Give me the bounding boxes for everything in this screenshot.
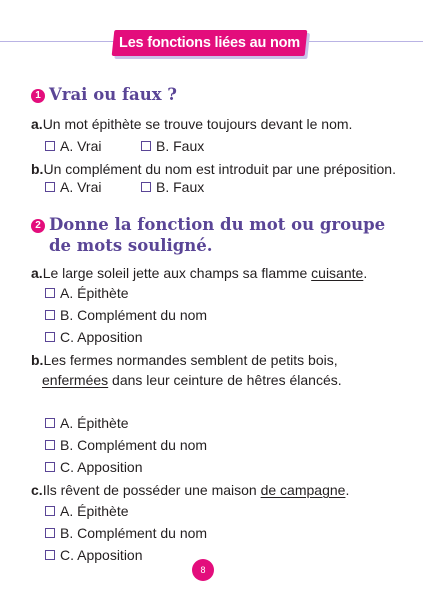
question-1a: a.Un mot épithète se trouve toujours devant le nom.	[31, 116, 353, 132]
option-1b-faux[interactable]: B. Faux	[141, 178, 204, 196]
checkbox-icon[interactable]	[45, 141, 55, 151]
option-1b-vrai[interactable]: A. Vrai	[45, 178, 102, 196]
option-1a-faux[interactable]: B. Faux	[141, 137, 204, 155]
exercise-2-title-line1: Donne la fonction du mot ou groupe	[49, 215, 386, 234]
question-2c: c.Ils rêvent de posséder une maison de campagne.	[31, 482, 350, 498]
exercise-1-number: 1	[31, 89, 45, 103]
page-number: 8	[192, 559, 214, 581]
question-2a: a.Le large soleil jette aux champs sa flamme cuisante.	[31, 265, 368, 281]
checkbox-icon[interactable]	[45, 288, 55, 298]
checkbox-icon[interactable]	[141, 182, 151, 192]
page-title: Les fonctions liées au nom	[119, 35, 300, 51]
option-2a-apposition[interactable]: C. Apposition	[45, 328, 143, 346]
checkbox-icon[interactable]	[45, 528, 55, 538]
checkbox-icon[interactable]	[45, 462, 55, 472]
option-2c-complement[interactable]: B. Complément du nom	[45, 524, 207, 542]
checkbox-icon[interactable]	[45, 440, 55, 450]
question-2b: b.Les fermes normandes semblent de petits bois, enfermées dans leur ceinture de hêtres élancés.	[31, 352, 342, 388]
option-2c-apposition[interactable]: C. Apposition	[45, 546, 143, 564]
checkbox-icon[interactable]	[45, 418, 55, 428]
exercise-2-title-line2: de mots souligné.	[49, 236, 213, 255]
option-1a-vrai[interactable]: A. Vrai	[45, 137, 102, 155]
option-2a-complement[interactable]: B. Complément du nom	[45, 306, 207, 324]
option-2b-epithete[interactable]: A. Épithète	[45, 414, 129, 432]
checkbox-icon[interactable]	[45, 310, 55, 320]
option-2b-apposition[interactable]: C. Apposition	[45, 458, 143, 476]
exercise-1-title: Vrai ou faux ?	[49, 85, 177, 104]
exercise-2-number: 2	[31, 219, 45, 233]
underlined-word: enfermées	[42, 372, 109, 388]
option-2c-epithete[interactable]: A. Épithète	[45, 502, 129, 520]
checkbox-icon[interactable]	[45, 182, 55, 192]
question-1b: b.Un complément du nom est introduit par une préposition.	[31, 161, 396, 177]
option-2b-complement[interactable]: B. Complément du nom	[45, 436, 207, 454]
underlined-word: de campagne	[260, 482, 346, 498]
checkbox-icon[interactable]	[45, 550, 55, 560]
underlined-word: cuisante	[311, 265, 364, 281]
exercise-1-heading	[31, 84, 177, 105]
checkbox-icon[interactable]	[45, 332, 55, 342]
option-2a-epithete[interactable]: A. Épithète	[45, 284, 129, 302]
checkbox-icon[interactable]	[141, 141, 151, 151]
exercise-2-heading	[31, 214, 385, 256]
checkbox-icon[interactable]	[45, 506, 55, 516]
